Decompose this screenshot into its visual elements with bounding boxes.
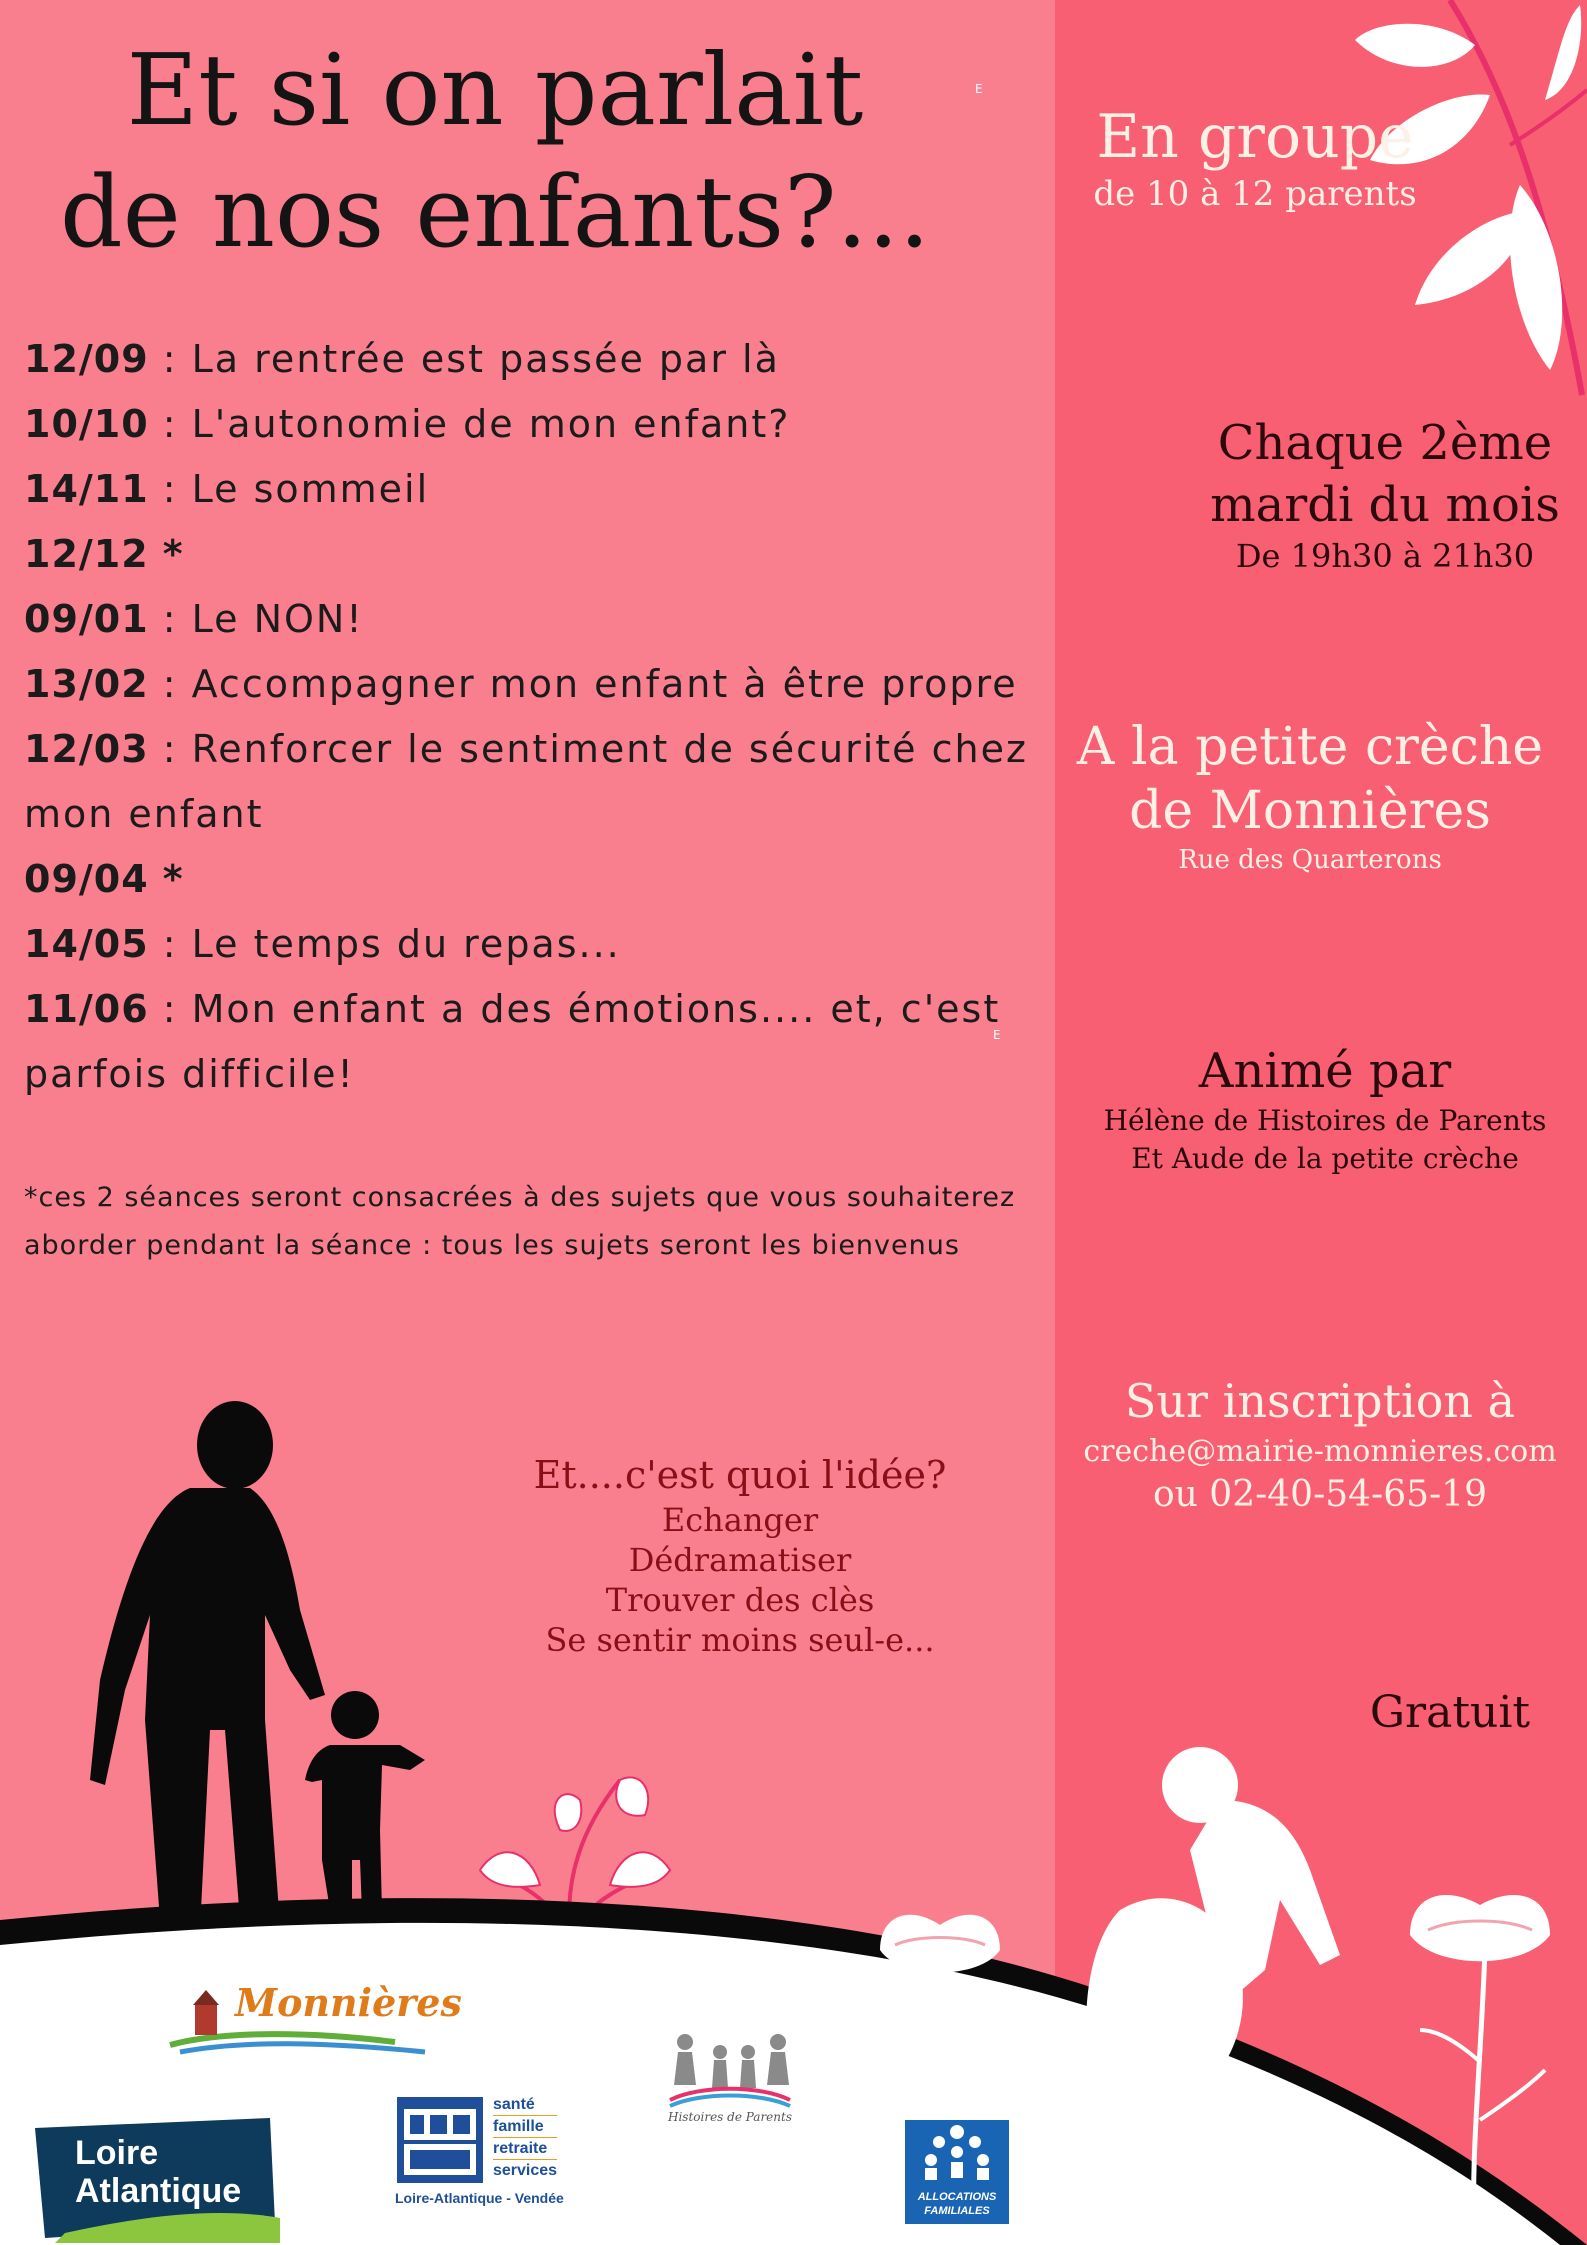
- msa-service: santé: [493, 2094, 557, 2116]
- stray-mark: E: [975, 82, 983, 96]
- msa-services: [493, 2094, 557, 2181]
- caf-line-2: FAMILIALES: [924, 2205, 990, 2217]
- schedule-item-continued: mon enfant: [24, 792, 264, 836]
- schedule-item: 14/11 : Le sommeil: [24, 467, 430, 511]
- signup-phone[interactable]: ou 02-40-54-65-19: [1152, 1474, 1487, 1515]
- msa-region: Loire-Atlantique - Vendée: [395, 2190, 564, 2206]
- schedule-item: 13/02 : Accompagner mon enfant à être propre: [24, 662, 1018, 706]
- session-topic: *: [162, 857, 184, 901]
- schedule-item: 14/05 : Le temps du repas...: [24, 922, 621, 966]
- group-subtitle: de 10 à 12 parents: [1093, 174, 1417, 214]
- signup-title: Sur inscription à: [1124, 1374, 1516, 1428]
- where-street: Rue des Quarterons: [1178, 845, 1442, 875]
- caf-logo: [905, 2120, 1009, 2224]
- loire-line-2: Atlantique: [75, 2172, 242, 2210]
- where-line-1: A la petite crèche: [1076, 717, 1544, 777]
- monnieres-logo: [165, 1970, 462, 2060]
- schedule-item: 09/01 : Le NON!: [24, 597, 364, 641]
- session-topic: Mon enfant a des émotions.... et, c'est: [191, 987, 1001, 1031]
- caf-line-1: ALLOCATIONS: [917, 2191, 997, 2203]
- when-line-2: mardi du mois: [1210, 477, 1560, 533]
- schedule-item-continued: parfois difficile!: [24, 1052, 355, 1096]
- caf-logo-text: [905, 2190, 1009, 2218]
- schedule-item: 11/06 : Mon enfant a des émotions.... et, c'est: [24, 987, 1001, 1031]
- caf-logo-figures-icon: [905, 2120, 1009, 2190]
- idea-item: Echanger: [661, 1501, 819, 1539]
- histoires-logo-text: Histoires de Parents: [668, 2110, 792, 2124]
- session-topic: Renforcer le sentiment de sécurité chez: [191, 727, 1028, 771]
- when-line-1: Chaque 2ème: [1217, 415, 1553, 471]
- hosts-title: Animé par: [1198, 1043, 1452, 1099]
- session-topic: L'autonomie de mon enfant?: [191, 402, 791, 446]
- mother-baby-silhouette-icon: [1080, 1740, 1380, 2240]
- idea-item: Dédramatiser: [628, 1541, 852, 1579]
- poppy-left-icon: [870, 1900, 1010, 2020]
- session-date: 11/06: [24, 987, 149, 1031]
- msa-service: famille: [493, 2116, 557, 2138]
- schedule-item: 12/09 : La rentrée est passée par là: [24, 337, 780, 381]
- stray-mark: E: [993, 1028, 1001, 1042]
- msa-service: retraite: [493, 2138, 557, 2160]
- loire-atlantique-text: [75, 2134, 241, 2210]
- session-date: 09/01: [24, 597, 149, 641]
- poppy-right-icon: [1400, 1880, 1560, 2245]
- session-date: 12/03: [24, 727, 149, 771]
- loire-atlantique-logo: [35, 2118, 285, 2243]
- msa-service: services: [493, 2162, 558, 2179]
- idea-item: Se sentir moins seul-e...: [545, 1621, 935, 1659]
- when-hours: De 19h30 à 21h30: [1235, 537, 1535, 575]
- session-topic: Le NON!: [191, 597, 364, 641]
- session-topic: Le temps du repas...: [191, 922, 621, 966]
- session-date: 12/12: [24, 532, 149, 576]
- session-topic: Accompagner mon enfant à être propre: [191, 662, 1018, 706]
- hosts-line-2: Et Aude de la petite crèche: [1131, 1142, 1519, 1175]
- signup-email[interactable]: creche@mairie-monnieres.com: [1083, 1434, 1557, 1469]
- session-date: 12/09: [24, 337, 149, 381]
- group-title: En groupe: [1096, 102, 1414, 172]
- msa-logo: [395, 2092, 595, 2212]
- session-date: 14/05: [24, 922, 149, 966]
- session-topic: Le sommeil: [191, 467, 430, 511]
- msa-mark: [397, 2097, 483, 2183]
- title-line-2: de nos enfants?...: [59, 156, 931, 270]
- monnieres-logo-text: Monnières: [235, 1980, 462, 2025]
- where-line-2: de Monnières: [1129, 781, 1491, 841]
- idea-heading: Et....c'est quoi l'idée?: [533, 1453, 947, 1497]
- session-topic: *: [162, 532, 184, 576]
- session-date: 14/11: [24, 467, 149, 511]
- msa-mark-icon: [397, 2097, 483, 2183]
- hosts-line-1: Hélène de Histoires de Parents: [1103, 1104, 1547, 1137]
- loire-line-1: Loire: [75, 2134, 159, 2172]
- footnote-line-2: aborder pendant la séance : tous les sujets seront les bienvenus: [24, 1230, 960, 1261]
- session-date: 13/02: [24, 662, 149, 706]
- idea-item: Trouver des clès: [605, 1581, 875, 1619]
- schedule-item: 12/03 : Renforcer le sentiment de sécurité chez: [24, 727, 1028, 771]
- footnote-line-1: *ces 2 séances seront consacrées à des sujets que vous souhaiterez: [24, 1182, 1016, 1213]
- schedule-item: 10/10 : L'autonomie de mon enfant?: [24, 402, 791, 446]
- histoires-logo-figures-icon: [660, 2030, 800, 2110]
- session-date: 09/04: [24, 857, 149, 901]
- histoires-de-parents-logo: [660, 2030, 800, 2140]
- session-topic: La rentrée est passée par là: [191, 337, 780, 381]
- price-label: Gratuit: [1369, 1687, 1531, 1738]
- title-line-1: Et si on parlait: [126, 34, 864, 148]
- session-date: 10/10: [24, 402, 149, 446]
